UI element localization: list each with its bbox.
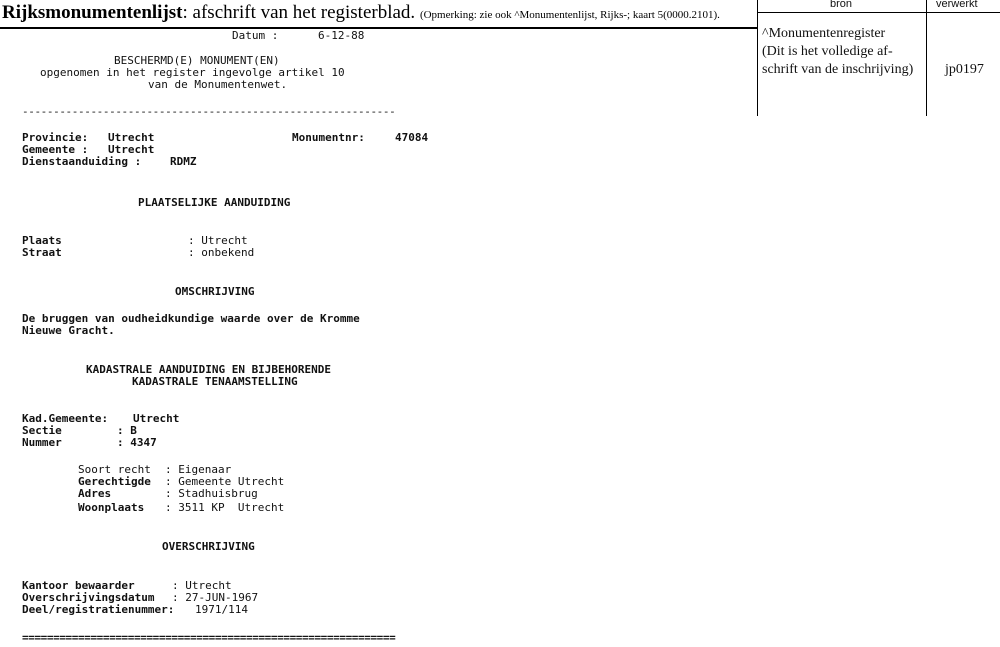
soort-recht-label: Soort recht — [78, 463, 151, 476]
gerechtigde-label: Gerechtigde — [78, 475, 151, 488]
dash-divider: ------------------------------------------------------------ — [22, 105, 396, 118]
nummer-value: : 4347 — [117, 436, 157, 449]
woonplaats-label: Woonplaats — [78, 501, 145, 514]
kantoor-label: Kantoor bewaarder — [22, 579, 135, 592]
heading-line-2: opgenomen in het register ingevolge artikel 10 — [40, 66, 345, 79]
dienstaanduiding-value: RDMZ — [170, 155, 197, 168]
adres-value: : Stadhuisbrug — [165, 487, 258, 500]
dienstaanduiding-label: Dienstaanduiding : — [22, 155, 142, 168]
column-header-bron: bron — [830, 0, 853, 10]
title-rest: : afschrift van het registerblad. — [182, 2, 416, 23]
side-panel-rule — [757, 12, 1000, 13]
omschrijving-line-1: De bruggen van oudheidkundige waarde over de Kromme — [22, 312, 360, 325]
title-note: (Opmerking: zie ook ^Monumentenlijst, Rijks-; kaart 5(0000.2101). — [419, 9, 720, 21]
straat-value: : onbekend — [188, 246, 255, 259]
straat-label: Straat — [22, 246, 62, 259]
section-plaatselijke-aanduiding: PLAATSELIJKE AANDUIDING — [138, 196, 291, 209]
column-header-verwerkt: verwerkt — [936, 0, 978, 10]
deel-registratienummer-label: Deel/registratienummer: — [22, 603, 175, 616]
adres-label: Adres — [78, 487, 112, 500]
section-kadastrale-1: KADASTRALE AANDUIDING EN BIJBEHORENDE — [86, 363, 332, 376]
sectie-value: : B — [117, 424, 137, 437]
plaats-label: Plaats — [22, 234, 62, 247]
side-line-3: schrift van de inschrijving) — [762, 62, 914, 77]
gemeente-value: Utrecht — [108, 143, 155, 156]
kad-gemeente-label: Kad.Gemeente: — [22, 412, 109, 425]
nummer-label: Nummer — [22, 436, 62, 449]
gerechtigde-value: : Gemeente Utrecht — [165, 475, 285, 488]
woonplaats-value: : 3511 KP Utrecht — [165, 501, 285, 514]
kad-gemeente-value: Utrecht — [133, 412, 180, 425]
heading-line-3: van de Monumentenwet. — [148, 78, 288, 91]
side-line-2: (Dit is het volledige af- — [762, 44, 893, 59]
kantoor-value: : Utrecht — [172, 579, 232, 592]
heading-line-1: BESCHERMD(E) MONUMENT(EN) — [114, 54, 280, 67]
monumentnr-value: 47084 — [395, 131, 429, 144]
gemeente-label: Gemeente : — [22, 143, 89, 156]
deel-registratienummer-value: 1971/114 — [195, 603, 248, 616]
side-line-1: ^Monumentenregister — [762, 26, 886, 41]
side-code: jp0197 — [945, 62, 984, 77]
title-bold: Rijksmonumentenlijst — [2, 2, 183, 23]
plaats-value: : Utrecht — [188, 234, 248, 247]
overschrijvingsdatum-label: Overschrijvingsdatum — [22, 591, 155, 604]
side-panel-left-border — [757, 0, 758, 116]
datum-label: Datum : — [232, 29, 279, 42]
monumentnr-label: Monumentnr: — [292, 131, 365, 144]
section-kadastrale-2: KADASTRALE TENAAMSTELLING — [132, 375, 298, 388]
section-overschrijving: OVERSCHRIJVING — [162, 540, 255, 553]
overschrijvingsdatum-value: : 27-JUN-1967 — [172, 591, 259, 604]
side-panel-divider — [926, 0, 927, 116]
sectie-label: Sectie — [22, 424, 62, 437]
soort-recht-value: : Eigenaar — [165, 463, 232, 476]
page-title — [2, 2, 720, 24]
header-rule — [0, 27, 757, 29]
provincie-value: Utrecht — [108, 131, 155, 144]
provincie-label: Provincie: — [22, 131, 89, 144]
datum-value: 6-12-88 — [318, 29, 365, 42]
section-omschrijving: OMSCHRIJVING — [175, 285, 255, 298]
omschrijving-line-2: Nieuwe Gracht. — [22, 324, 115, 337]
equals-divider: ============================================================ — [22, 631, 396, 644]
